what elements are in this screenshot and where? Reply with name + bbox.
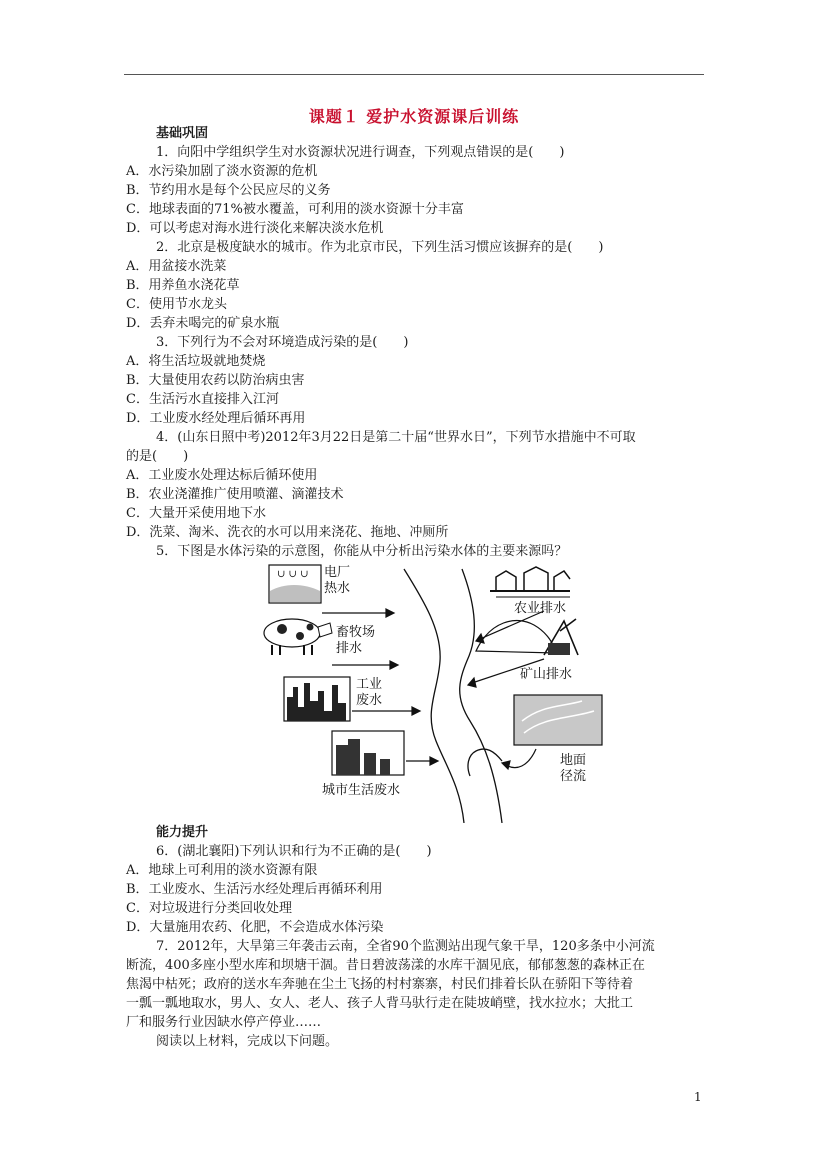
question-1-option-c: C．地球表面的71%被水覆盖，可利用的淡水资源十分丰富: [126, 202, 464, 217]
label-power-plant-2: 热水: [324, 581, 351, 596]
question-7-line-5: 厂和服务行业因缺水停产停业……: [126, 1015, 322, 1030]
question-5-stem: 5．下图是水体污染的示意图，你能从中分析出污染水体的主要来源吗？: [156, 544, 568, 559]
question-4-option-a: A．工业废水处理达标后循环使用: [126, 468, 318, 483]
page-number: 1: [694, 1090, 702, 1104]
section-heading-basic: 基础巩固: [156, 126, 209, 141]
label-runoff-2: 径流: [560, 769, 587, 784]
question-1-stem: 1．向阳中学组织学生对水资源状况进行调查，下列观点错误的是( ): [156, 145, 565, 160]
question-7-line-2: 断流，400多座小型水库和坝塘干涸。昔日碧波荡漾的水库干涸见底，郁郁葱葱的森林正在: [126, 958, 645, 973]
question-6-option-a: A．地球上可利用的淡水资源有限: [126, 863, 318, 878]
question-4-option-c: C．大量开采使用地下水: [126, 506, 266, 521]
question-3-option-d: D．工业废水经处理后循环再用: [126, 411, 306, 426]
diagram-graphics: [124, 561, 704, 823]
label-mine: 矿山排水: [520, 667, 573, 682]
label-urban-wastewater: 城市生活废水: [322, 783, 401, 798]
river-left-bank: [404, 569, 464, 823]
question-4-stem-cont: 的是( ): [126, 449, 189, 464]
factory-icon: [284, 677, 350, 721]
question-6-stem: 6．(湖北襄阳)下列认识和行为不正确的是( ): [156, 844, 432, 859]
label-industrial-2: 废水: [356, 693, 383, 708]
header-rule: [124, 74, 704, 75]
label-industrial-1: 工业: [356, 677, 383, 692]
worksheet-body: [124, 124, 704, 1051]
question-3-stem: 3．下列行为不会对环境造成污染的是( ): [156, 335, 409, 350]
water-pollution-diagram: [124, 561, 704, 823]
question-2-stem: 2．北京是极度缺水的城市。作为北京市民，下列生活习惯应该摒弃的是( ): [156, 240, 604, 255]
label-livestock-2: 排水: [336, 641, 363, 656]
question-7-line-1: 7．2012年，大旱第三年袭击云南，全省90个监测站出现气象干旱，120多条中小河流: [156, 939, 655, 954]
question-2-option-d: D．丢弃未喝完的矿泉水瓶: [126, 316, 280, 331]
label-agriculture: 农业排水: [514, 601, 567, 616]
river-right-bank: [460, 569, 502, 823]
label-runoff-1: 地面: [560, 753, 587, 768]
question-1-option-a: A．水污染加剧了淡水资源的危机: [126, 164, 318, 179]
question-2-option-a: A．用盆接水洗菜: [126, 259, 227, 274]
question-1-option-b: B．节约用水是每个公民应尽的义务: [126, 183, 331, 198]
cow-icon: [264, 619, 332, 655]
question-6-option-b: B．工业废水、生活污水经处理后再循环利用: [126, 882, 383, 897]
question-3-option-c: C．生活污水直接排入江河: [126, 392, 279, 407]
label-power-plant-1: 电厂: [324, 565, 351, 580]
power-plant-icon: [269, 565, 321, 603]
svg-text:∪ ∪ ∪: ∪ ∪ ∪: [277, 569, 309, 580]
label-livestock-1: 畜牧场: [336, 625, 376, 640]
question-7-line-4: 一瓢一瓢地取水，男人、女人、老人、孩子人背马驮行走在陡坡峭壁，找水拉水；大批工: [126, 996, 634, 1011]
reading-instruction: 阅读以上材料，完成以下问题。: [156, 1034, 339, 1049]
runoff-icon: [514, 695, 602, 745]
question-4-stem: 4．(山东日照中考)2012年3月22日是第二十届“世界水日”，下列节水措施中不可取: [156, 430, 636, 445]
question-2-option-c: C．使用节水龙头: [126, 297, 227, 312]
mine-icon: [476, 619, 578, 655]
question-4-option-d: D．洗菜、淘米、洗衣的水可以用来浇花、拖地、冲厕所: [126, 525, 449, 540]
city-icon: [332, 731, 404, 775]
farm-icon: [490, 567, 570, 597]
question-7-line-3: 焦渴中枯死；政府的送水车奔驰在尘土飞扬的村村寨寨，村民们排着长队在骄阳下等待着: [126, 977, 634, 992]
page-title: 课题１ 爱护水资源课后训练: [308, 107, 520, 126]
question-4-option-b: B．农业浇灌推广使用喷灌、滴灌技术: [126, 487, 344, 502]
question-3-option-a: A．将生活垃圾就地焚烧: [126, 354, 266, 369]
question-6-option-d: D．大量施用农药、化肥，不会造成水体污染: [126, 920, 384, 935]
question-1-option-d: D．可以考虑对海水进行淡化来解决淡水危机: [126, 221, 384, 236]
question-2-option-b: B．用养鱼水浇花草: [126, 278, 240, 293]
arrow-runoff: [506, 749, 536, 768]
tributary-line: [468, 749, 502, 776]
question-6-option-c: C．对垃圾进行分类回收处理: [126, 901, 292, 916]
section-heading-advanced: 能力提升: [156, 825, 209, 840]
question-3-option-b: B．大量使用农药以防治病虫害: [126, 373, 305, 388]
